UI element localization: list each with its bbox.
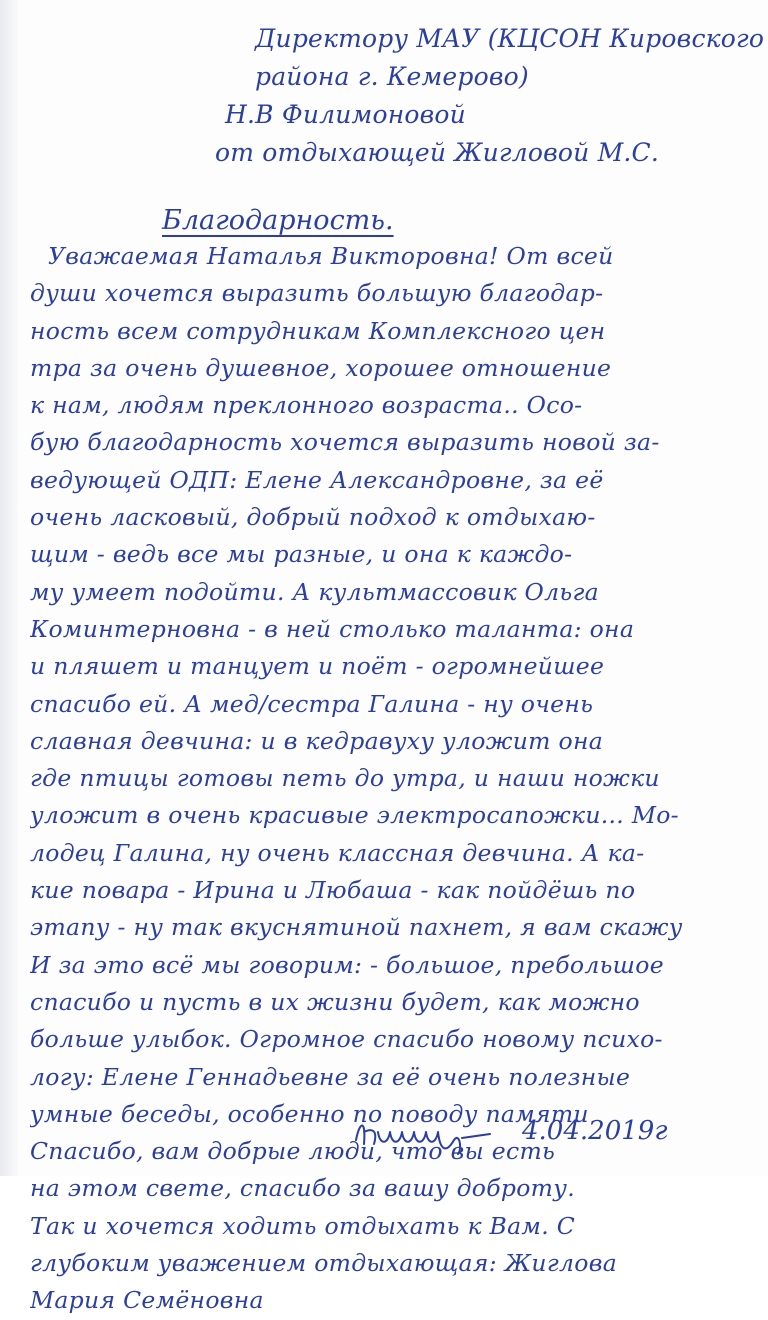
handwritten-signature [350,1110,500,1156]
signature-block [350,1110,710,1160]
body-line: Так и хочется ходить отдыхать к Вам. С [30,1211,576,1240]
body-line: глубоким уважением отдыхающая: Жиглова [30,1249,618,1278]
body-line: спасибо и пусть в их жизни будет, как можно [30,987,640,1016]
page-edge-shadow [0,0,18,1176]
body-line: умные беседы, особенно по поводу памяти [30,1099,589,1128]
body-line: этапу - ну так вкуснятиной пахнет, я вам скажу [30,913,683,942]
header-addressee-name: Н.В Филимоновой [225,100,466,129]
body-line: на этом свете, спасибо за вашу доброту. [30,1174,575,1203]
body-line: очень ласковый, добрый подход к отдыхаю- [30,503,596,532]
header-addressee-line-1: Директору МАУ (КЦСОН Кировского [255,24,765,53]
body-line: спасибо ей. А мед/сестра Галина - ну очень [30,689,594,718]
body-line: и пляшет и танцует и поёт - огромнейшее [30,652,605,681]
body-line: щим - ведь все мы разные, и она к каждо- [30,540,573,569]
header-addressee-line-2: района г. Кемерово) [255,62,529,91]
body-line: Мария Семёновна [30,1286,264,1315]
header-sender: от отдыхающей Жигловой М.С. [215,138,660,167]
letter-date: 4.04.2019г [522,1116,668,1146]
body-line: к нам, людям преклонного возраста.. Осо- [30,391,583,420]
letter-header [215,20,765,172]
letter-title: Благодарность. [162,205,394,236]
body-line: души хочется выразить большую благодар- [30,279,604,308]
body-line: му умеет подойти. А культмассовик Ольга [30,577,599,606]
body-line: кие повара - Ирина и Любаша - как пойдёшь по [30,876,636,905]
body-line: И за это всё мы говорим: - большое, пребольшое [30,950,664,979]
body-line: Спасибо, вам добрые люди, что вы есть [30,1137,556,1166]
body-line: Уважаемая Наталья Викторовна! От всей [48,242,614,270]
body-line: где птицы готовы петь до утра, и наши ножки [30,764,660,793]
body-line: тра за очень душевное, хорошее отношение [30,353,612,382]
body-line: Коминтерновна - в ней столько таланта: она [30,614,635,643]
body-line: бую благодарность хочется выразить новой за- [30,428,660,457]
body-line: уложит в очень красивые электросапожки... Мо- [30,801,679,830]
body-line: ность всем сотрудникам Комплексного цен [30,316,606,345]
body-line: лодец Галина, ну очень классная девчина. А ка- [30,838,645,867]
body-line: логу: Елене Геннадьевне за её очень полезные [30,1062,631,1091]
body-line: больше улыбок. Огромное спасибо новому психо- [30,1025,663,1054]
body-line: ведующей ОДП: Елене Александровне, за её [30,465,604,494]
body-line: славная девчина: и в кедравуху уложит она [30,726,604,755]
